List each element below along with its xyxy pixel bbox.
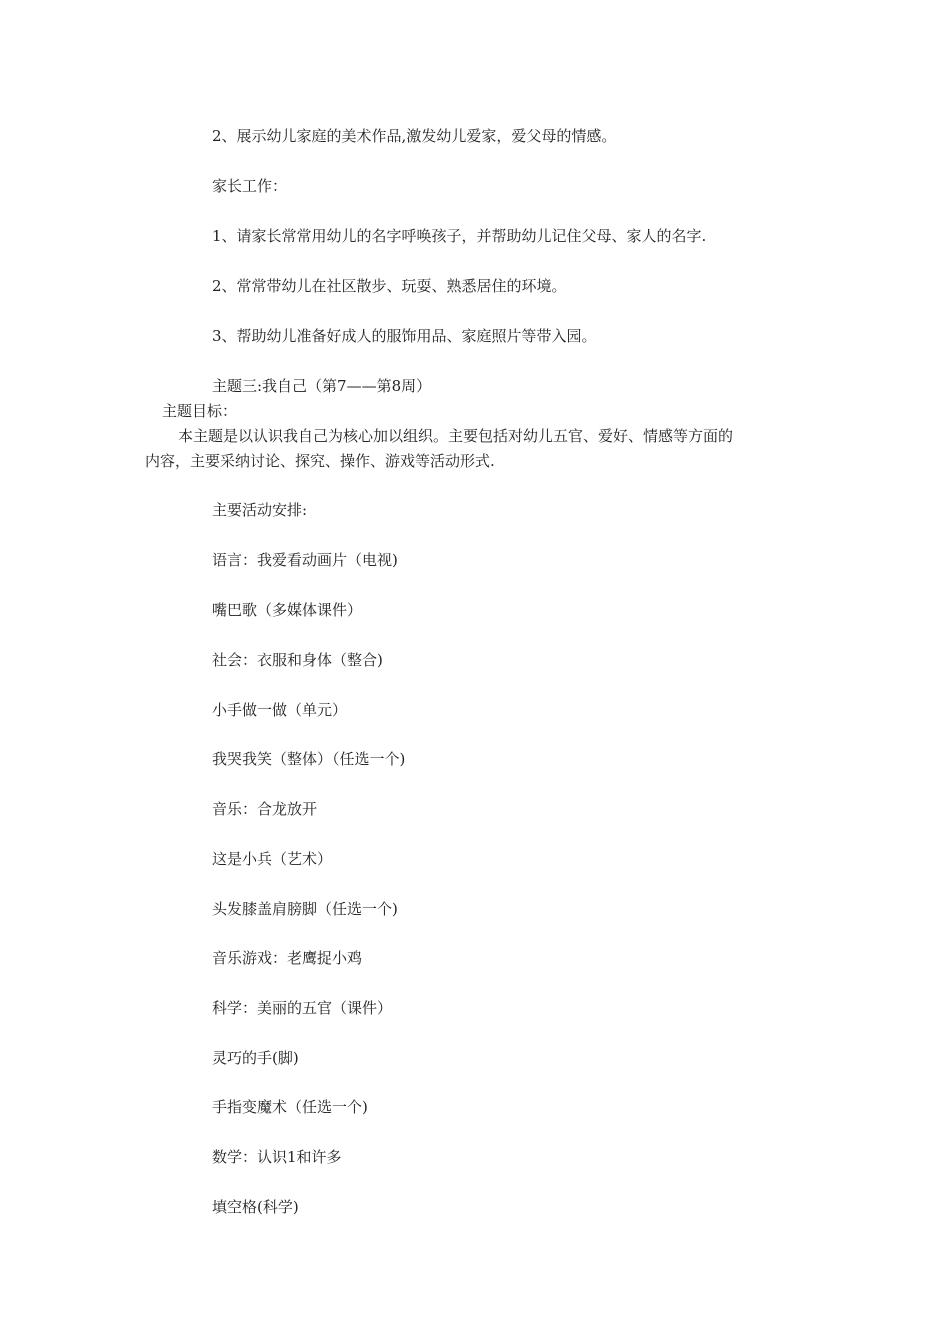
activity-item: 我哭我笑（整体）（任选一个) [212, 750, 406, 768]
activity-item: 小手做一做（单元） [212, 701, 348, 719]
activity-item: 数学：认识1和许多 [212, 1148, 342, 1166]
parent-work-item-1: 1、请家长常常用幼儿的名字呼唤孩子，并帮助幼儿记住父母、家人的名字. [212, 227, 707, 245]
activity-item: 音乐：合龙放开 [212, 800, 318, 818]
activity-item: 语言：我爱看动画片（电视) [212, 551, 398, 569]
activity-item: 填空格(科学) [212, 1198, 299, 1216]
activity-item: 社会：衣服和身体（整合) [212, 651, 383, 669]
activity-item: 灵巧的手(脚) [212, 1049, 299, 1067]
theme-title: 主题三:我自己（第7——第8周） [212, 377, 432, 395]
parent-work-item-2: 2、常常带幼儿在社区散步、玩耍、熟悉居住的环境。 [212, 277, 567, 295]
activity-item: 手指变魔术（任选一个) [212, 1098, 368, 1116]
heading-parent-work: 家长工作： [212, 177, 288, 195]
parent-work-item-3: 3、帮助幼儿准备好成人的服饰用品、家庭照片等带入园。 [212, 327, 597, 345]
activity-item: 音乐游戏：老鹰捉小鸡 [212, 949, 363, 967]
activity-item: 嘴巴歌（多媒体课件） [212, 601, 363, 619]
activities-label: 主要活动安排: [212, 501, 308, 519]
goal-text-line-2: 内容，主要采纳讨论、探究、操作、游戏等活动形式. [145, 452, 495, 470]
activity-item: 科学：美丽的五官（课件） [212, 999, 393, 1017]
goal-label: 主题目标： [162, 402, 238, 420]
goal-text-line-1: 本主题是以认识我自己为核心加以组织。主要包括对幼儿五官、爱好、情感等方面的 [178, 427, 734, 445]
activity-item: 这是小兵（艺术） [212, 850, 333, 868]
activity-item: 头发膝盖肩膀脚（任选一个) [212, 900, 398, 918]
paragraph-display-art: 2、展示幼儿家庭的美术作品,激发幼儿爱家，爱父母的情感。 [212, 127, 617, 145]
